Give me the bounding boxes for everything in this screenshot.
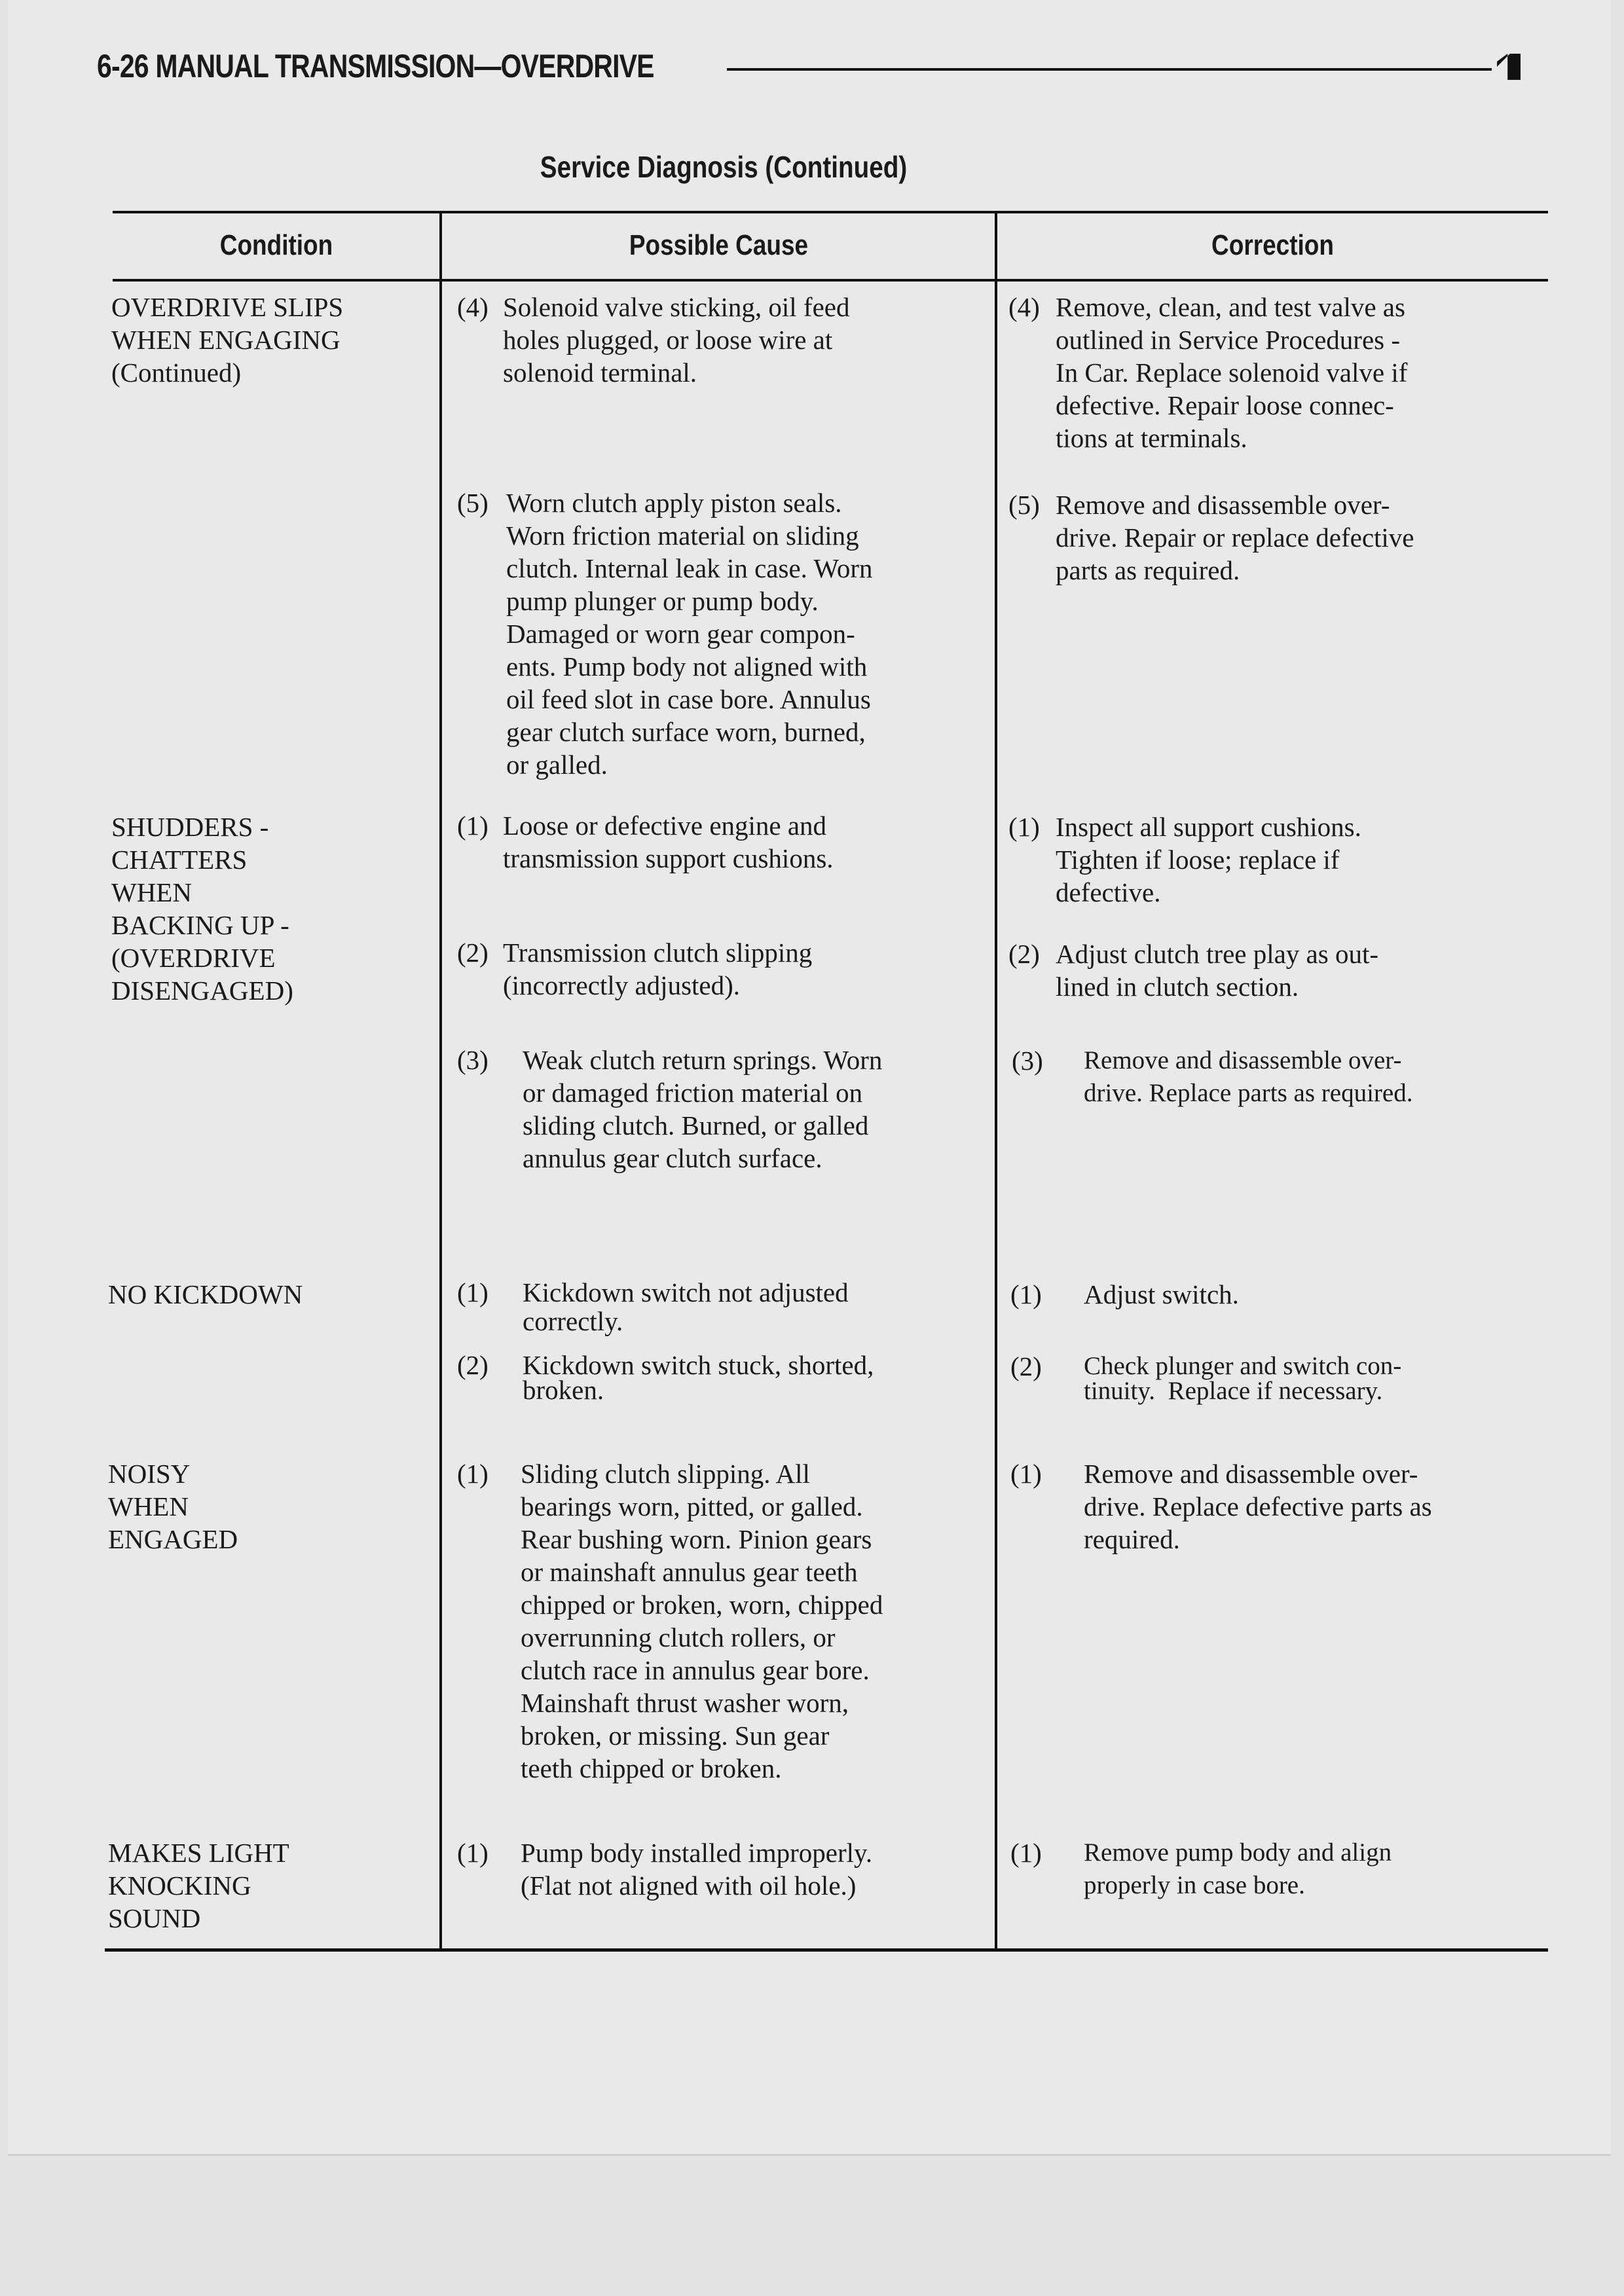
cause-item (457, 809, 834, 875)
condition-noisy-when-engaged: NOISY WHEN ENGAGED (108, 1459, 238, 1554)
correction-number: (1) (1008, 812, 1040, 842)
correction-number: (1) (1010, 1279, 1042, 1309)
condition-shudders-chatters: SHUDDERS - CHATTERS WHEN BACKING UP - (OVERDRIVE DISENGAGED) (111, 812, 293, 1006)
correction-number: (4) (1008, 292, 1040, 322)
cause-number: (3) (457, 1045, 489, 1075)
column-header-correction: Correction (1211, 229, 1334, 261)
table-top-rule (113, 211, 1548, 213)
cause-item (457, 1457, 883, 1785)
cause-item (457, 1044, 882, 1175)
cause-item (457, 936, 812, 1002)
table-title: Service Diagnosis (Continued) (540, 150, 908, 184)
table-bottom-rule (105, 1948, 1548, 1952)
cause-text: Worn clutch apply piston seals. Worn friction material on sliding clutch. Internal leak in case. Worn pump plunger or pump body. Damaged or worn gear compon- ents. Pump body not aligned with oil feed slot in case bore. Annulus gear clutch surface worn, burned, or galled. (506, 488, 873, 780)
condition-makes-light-knocking-sound: MAKES LIGHT KNOCKING SOUND (108, 1838, 289, 1933)
cause-number: (2) (457, 1350, 489, 1380)
correction-text: Remove pump body and align properly in case bore. (1084, 1838, 1392, 1899)
correction-item (1010, 1836, 1392, 1902)
cause-text: Kickdown switch not adjusted correctly. (523, 1277, 849, 1336)
correction-text: Adjust switch. (1084, 1279, 1239, 1309)
cause-text: Solenoid valve sticking, oil feed holes plugged, or loose wire at solenoid terminal. (503, 292, 850, 388)
correction-item (1012, 1044, 1412, 1110)
cause-number: (1) (457, 1838, 489, 1868)
correction-item (1010, 1457, 1432, 1556)
cause-number: (5) (457, 488, 489, 518)
correction-text: Remove and disassemble over- drive. Replace defective parts as required. (1084, 1459, 1432, 1554)
column-divider-1 (439, 211, 442, 1950)
correction-item (1010, 1351, 1402, 1405)
cause-text: Transmission clutch slipping (incorrectly adjusted). (503, 938, 813, 1000)
cause-number: (1) (457, 1459, 489, 1489)
correction-text: Inspect all support cushions. Tighten if loose; replace if defective. (1056, 812, 1361, 907)
table-header-rule (113, 279, 1548, 282)
condition-no-kickdown: NO KICKDOWN (108, 1279, 303, 1309)
correction-item (1008, 811, 1361, 909)
header-rule (727, 68, 1492, 71)
cause-text: Weak clutch return springs. Worn or damaged friction material on sliding clutch. Burned, or galled annulus gear clutch surface. (523, 1045, 883, 1173)
correction-item (1008, 291, 1407, 454)
correction-item (1010, 1278, 1239, 1311)
cause-text: Pump body installed improperly. (Flat not aligned with oil hole.) (521, 1838, 873, 1901)
cause-item (457, 1836, 872, 1902)
correction-number: (5) (1008, 490, 1040, 520)
cause-item (457, 291, 849, 389)
cause-item (457, 1350, 874, 1405)
cause-number: (4) (457, 292, 489, 322)
page-header: 6-26 MANUAL TRANSMISSION—OVERDRIVE (97, 48, 654, 84)
correction-number: (3) (1012, 1046, 1043, 1076)
correction-number: (2) (1008, 939, 1040, 969)
correction-number: (1) (1010, 1459, 1042, 1489)
cause-text: Loose or defective engine and transmission support cushions. (503, 811, 834, 873)
correction-text: Remove and disassemble over- drive. Repair or replace defective parts as required. (1056, 490, 1414, 585)
correction-text: Remove and disassemble over- drive. Replace parts as required. (1084, 1046, 1413, 1107)
cause-text: Sliding clutch slipping. All bearings worn, pitted, or galled. Rear bushing worn. Pinion gears or mainshaft annulus gear teeth chipped or broken, worn, chipped overrunning clutch rollers, or clutch race in annulus gear bore. Mainshaft thrust washer worn, broken, or missing. Sun gear teeth chipped or broken. (521, 1459, 883, 1783)
condition-overdrive-slips: OVERDRIVE SLIPS WHEN ENGAGING (Continued) (111, 292, 344, 388)
cause-item (457, 1278, 849, 1336)
correction-item (1008, 938, 1378, 1003)
cause-number: (1) (457, 1277, 489, 1307)
column-header-cause: Possible Cause (629, 229, 809, 261)
cause-number: (2) (457, 938, 489, 968)
column-header-condition: Condition (219, 229, 333, 261)
cause-item (457, 486, 872, 781)
correction-item (1008, 488, 1414, 587)
correction-number: (1) (1010, 1838, 1042, 1868)
correction-text: Adjust clutch tree play as out- lined in clutch section. (1056, 939, 1379, 1002)
column-divider-2 (995, 211, 997, 1950)
cause-text: Kickdown switch stuck, shorted, broken. (523, 1350, 874, 1405)
correction-text: Remove, clean, and test valve as outlined in Service Procedures - In Car. Replace solenoid valve if defective. Repair loose connec- tions at terminals. (1056, 292, 1408, 453)
cause-number: (1) (457, 811, 489, 841)
correction-text: Check plunger and switch con- tinuity. Replace if necessary. (1084, 1352, 1402, 1405)
correction-number: (2) (1010, 1351, 1042, 1381)
